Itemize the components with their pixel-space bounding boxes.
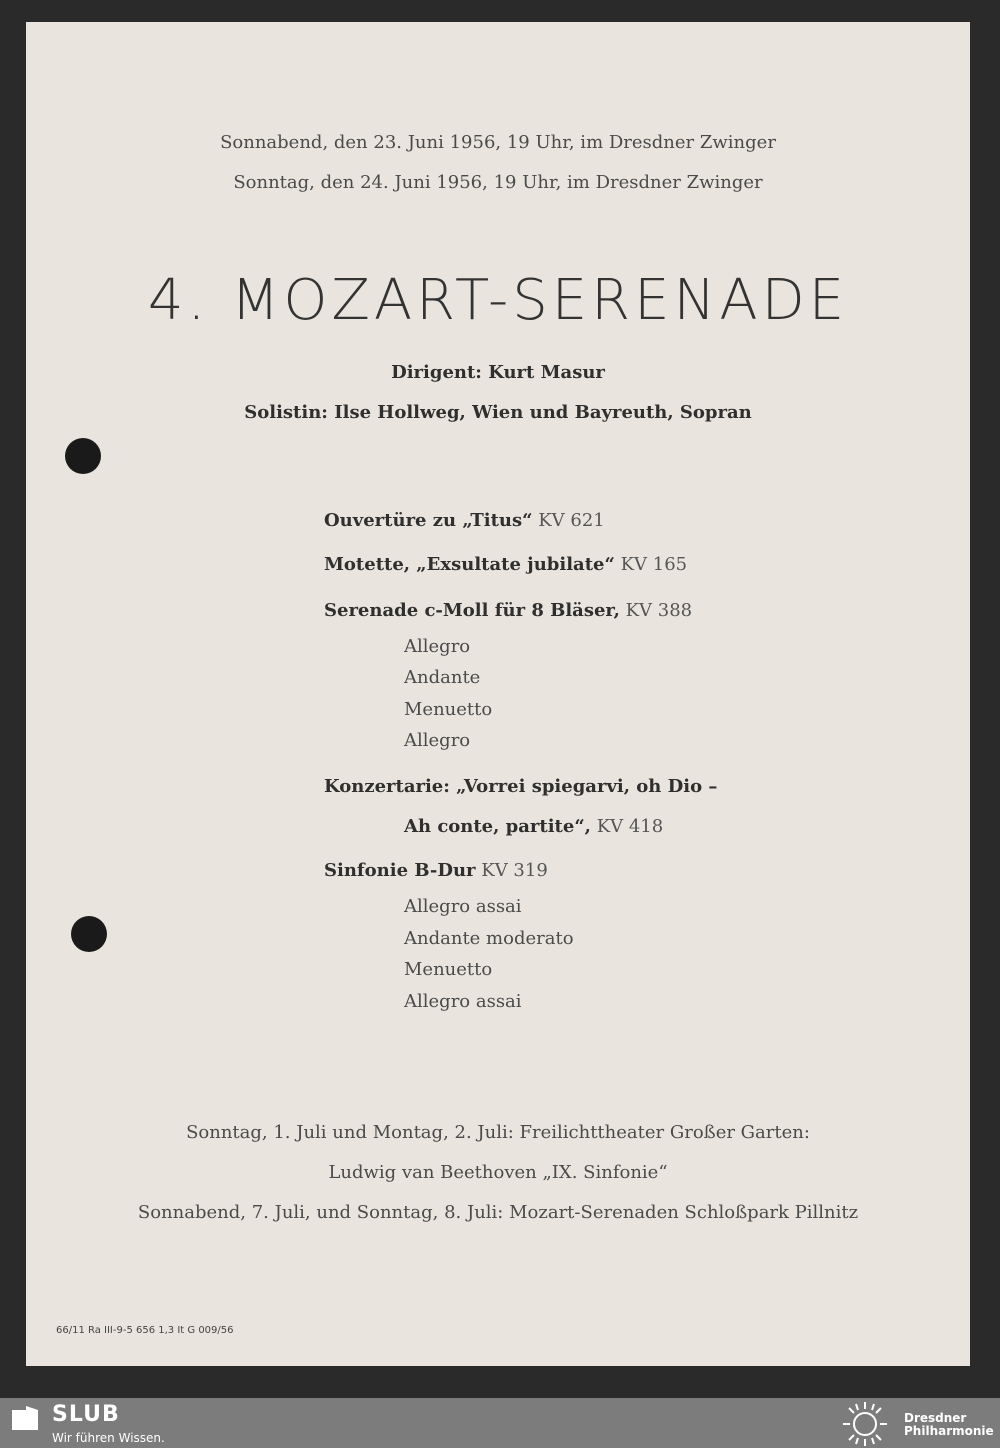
program-item-kv: KV 388 (625, 600, 693, 621)
program-item-title: Ah conte, partite“, (404, 816, 591, 837)
program-item-overture (324, 510, 605, 531)
movement-item: Allegro (404, 730, 471, 751)
program-item-title: Serenade c-Moll für 8 Bläser, (324, 600, 620, 621)
date-line-2: Sonntag, den 24. Juni 1956, 19 Uhr, im Dresdner Zwinger (233, 172, 763, 193)
movement-item: Allegro assai (404, 896, 522, 917)
conductor: Dirigent: Kurt Masur (391, 362, 605, 383)
program-item-title: Sinfonie B-Dur (324, 860, 476, 881)
footer-line-3: Sonnabend, 7. Juli, und Sonntag, 8. Juli: Mozart-Serenaden Schloßpark Pillnitz (137, 1202, 859, 1223)
program-item-aria (324, 776, 717, 797)
program-item-title: Ouvertüre zu „Titus“ (324, 510, 533, 531)
footer-line-1: Sonntag, 1. Juli und Montag, 2. Juli: Freilichttheater Großer Garten: (186, 1122, 810, 1143)
program-item-symphony (324, 860, 548, 881)
movement-item: Andante moderato (404, 928, 574, 949)
movement-item: Allegro assai (404, 991, 522, 1012)
punch-hole-bottom (71, 916, 107, 952)
program-item-kv: KV 621 (538, 510, 605, 531)
branding-bar (0, 1398, 1000, 1448)
punch-hole-top (65, 438, 101, 474)
soloist: Solistin: Ilse Hollweg, Wien und Bayreuth, Sopran (244, 402, 752, 423)
program-item-kv: KV 319 (481, 860, 548, 881)
movement-item: Allegro (404, 636, 471, 657)
program-item-aria-continued (404, 816, 663, 837)
philharmonie-logo-icon (840, 1400, 890, 1448)
slub-logo-icon (10, 1404, 40, 1432)
philharmonie-name (904, 1412, 994, 1438)
slub-tagline: Wir führen Wissen. (52, 1431, 165, 1445)
philharmonie-name-line1: Dresdner (904, 1411, 967, 1425)
program-item-title: Motette, „Exsultate jubilate“ (324, 554, 615, 575)
program-item-serenade (324, 600, 692, 621)
program-item-title: Konzertarie: „Vorrei spiegarvi, oh Dio – (324, 776, 718, 797)
slub-name: SLUB (52, 1402, 120, 1427)
print-code: 66/11 Ra III-9-5 656 1,3 It G 009/56 (56, 1325, 234, 1336)
movement-item: Menuetto (404, 699, 493, 720)
page-title: 4. MOZART-SERENADE (147, 268, 849, 333)
program-item-motet (324, 554, 687, 575)
movement-item: Menuetto (404, 959, 493, 980)
program-sheet (26, 22, 970, 1366)
movement-item: Andante (404, 667, 481, 688)
philharmonie-name-line2: Philharmonie (904, 1424, 994, 1438)
program-item-kv: KV 418 (596, 816, 664, 837)
program-item-kv: KV 165 (620, 554, 688, 575)
footer-line-2: Ludwig van Beethoven „IX. Sinfonie“ (328, 1162, 668, 1183)
date-line-1: Sonnabend, den 23. Juni 1956, 19 Uhr, im Dresdner Zwinger (220, 132, 776, 153)
